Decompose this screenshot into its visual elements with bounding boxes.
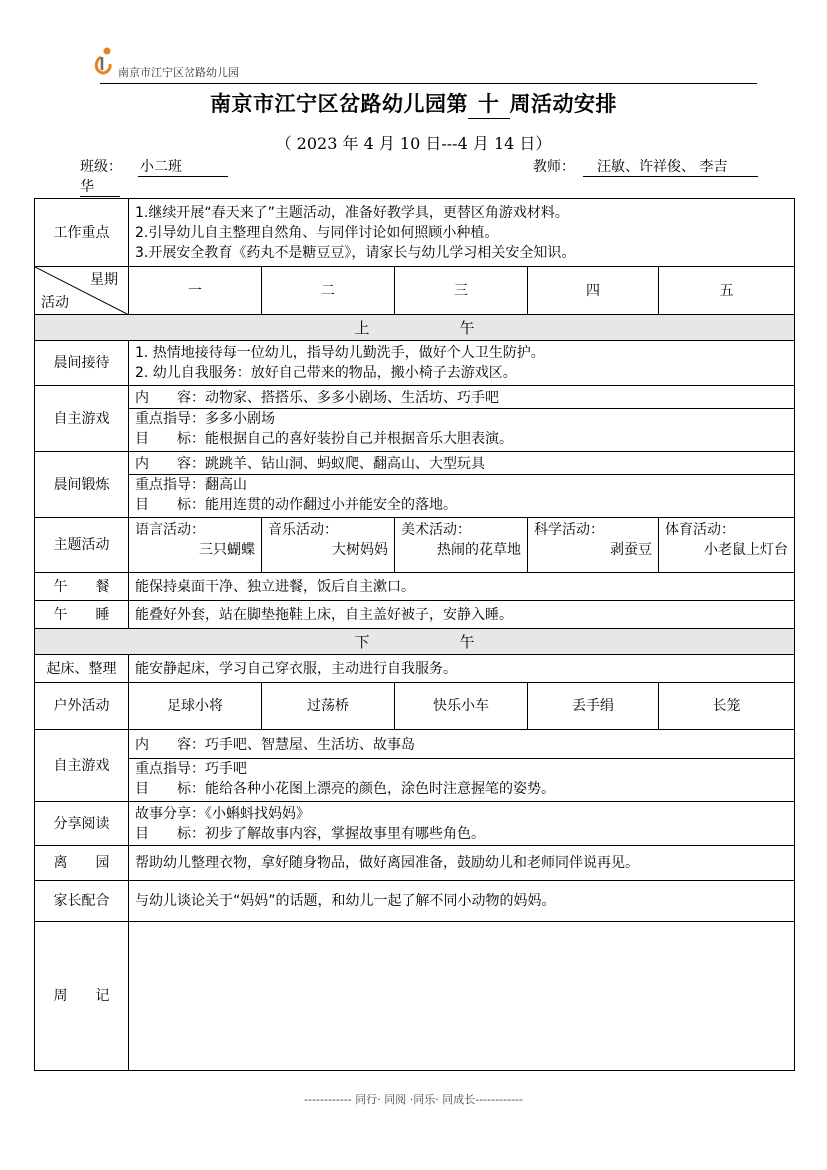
lunch-content: 能保持桌面干净、独立进餐，饭后自主漱口。 bbox=[129, 573, 795, 601]
parents-label: 家长配合 bbox=[35, 881, 129, 922]
theme-activity-type: 科学活动： bbox=[534, 522, 604, 538]
row-weekdays bbox=[35, 267, 795, 315]
reading-goal: 目 标：初步了解故事内容，掌握故事里有哪些角色。 bbox=[135, 825, 485, 842]
row-morning-header bbox=[35, 315, 795, 341]
greeting-content bbox=[129, 341, 795, 386]
outdoor-activity-fri: 长笼 bbox=[659, 683, 795, 730]
day-thu: 四 bbox=[528, 267, 659, 315]
reading-label: 分享阅读 bbox=[35, 802, 129, 846]
greeting-line: 1. 热情地接待每一位幼儿，指导幼儿勤洗手，做好个人卫生防护。 bbox=[135, 345, 545, 361]
free-play-am-content bbox=[129, 386, 795, 452]
exercise-goal: 目 标：能用连贯的动作翻过小并能安全的落地。 bbox=[135, 497, 457, 513]
parents-content: 与幼儿谈论关于“妈妈”的话题，和幼儿一起了解不同小动物的妈妈。 bbox=[129, 881, 795, 922]
outdoor-activity-wed: 快乐小车 bbox=[395, 683, 528, 730]
theme-activity-type: 音乐活动： bbox=[268, 522, 338, 538]
work-focus-line: 1.继续开展“春天来了”主题活动，准备好教学具，更替区角游戏材料。 bbox=[135, 204, 569, 221]
theme-activity-mon bbox=[129, 518, 262, 573]
teacher-value: 汪敏、许祥俊、 李吉 bbox=[583, 156, 758, 177]
free-play-am-label: 自主游戏 bbox=[35, 386, 129, 452]
class-value: 小二班 bbox=[138, 156, 228, 177]
outdoor-activity-thu: 丢手绢 bbox=[528, 683, 659, 730]
wakeup-label: 起床、整理 bbox=[35, 655, 129, 683]
title-prefix: 南京市江宁区岔路幼儿园第 bbox=[210, 91, 468, 116]
row-afternoon-header bbox=[35, 629, 795, 655]
page-title bbox=[0, 88, 827, 119]
free-play-am-goal: 目 标：能根据自己的喜好装扮自己并根据音乐大胆表演。 bbox=[135, 431, 513, 447]
exercise-label: 晨间锻炼 bbox=[35, 452, 129, 518]
row-lunch bbox=[35, 573, 795, 601]
row-parents bbox=[35, 881, 795, 922]
row-weekly-notes bbox=[35, 922, 795, 1071]
page-footer: ------------ 同行· 同阅 ·同乐· 同成长------------ bbox=[304, 1093, 523, 1106]
row-leave bbox=[35, 846, 795, 881]
day-wed: 三 bbox=[395, 267, 528, 315]
row-theme-activity bbox=[35, 518, 795, 573]
work-focus-line: 3.开展安全教育《药丸不是糖豆豆》，请家长与幼儿学习相关安全知识。 bbox=[135, 244, 576, 261]
day-mon: 一 bbox=[129, 267, 262, 315]
greeting-line: 2. 幼儿自我服务：放好自己带来的物品，搬小椅子去游戏区。 bbox=[135, 365, 517, 381]
row-outdoor bbox=[35, 683, 795, 730]
day-tue: 二 bbox=[262, 267, 395, 315]
lunch-label: 午 餐 bbox=[35, 573, 129, 601]
exercise-content bbox=[129, 452, 795, 518]
theme-activity-fri bbox=[659, 518, 795, 573]
exercise-items: 内 容：跳跳羊、钻山洞、蚂蚁爬、翻高山、大型玩具 bbox=[129, 454, 794, 475]
morning-section-header: 上 午 bbox=[35, 315, 795, 341]
theme-activity-name: 三只蝴蝶 bbox=[199, 542, 255, 558]
wakeup-content: 能安静起床，学习自己穿衣服，主动进行自我服务。 bbox=[129, 655, 795, 683]
theme-activity-type: 美术活动： bbox=[401, 522, 471, 538]
exercise-focus: 重点指导：翻高山 bbox=[135, 477, 247, 493]
teacher-label: 教师： bbox=[533, 159, 575, 175]
title-suffix: 周活动安排 bbox=[509, 91, 617, 116]
row-free-play-pm bbox=[35, 730, 795, 802]
theme-activity-type: 语言活动： bbox=[135, 522, 205, 538]
theme-activity-name: 大树妈妈 bbox=[332, 542, 388, 558]
teacher-value-wrap: 华 bbox=[80, 176, 120, 197]
date-range: （ 2023 年 4 月 10 日---4 月 14 日） bbox=[275, 134, 552, 153]
weekly-notes-content bbox=[129, 922, 795, 1071]
row-reading bbox=[35, 802, 795, 846]
reading-story: 故事分享：《小蝌蚪找妈妈》 bbox=[135, 805, 310, 822]
week-number: 十 bbox=[468, 88, 510, 119]
work-focus-content bbox=[129, 199, 795, 267]
day-fri: 五 bbox=[659, 267, 795, 315]
nap-content: 能叠好外套，站在脚垫拖鞋上床，自主盖好被子，安静入睡。 bbox=[129, 601, 795, 629]
theme-activity-thu bbox=[528, 518, 659, 573]
row-work-focus bbox=[35, 199, 795, 267]
theme-activity-label: 主题活动 bbox=[35, 518, 129, 573]
school-logo-text: 南京市江宁区岔路幼儿园 bbox=[118, 66, 239, 79]
afternoon-section-header: 下 午 bbox=[35, 629, 795, 655]
corner-weekday-label: 星期 bbox=[90, 272, 118, 288]
row-wakeup bbox=[35, 655, 795, 683]
theme-activity-wed bbox=[395, 518, 528, 573]
corner-header bbox=[35, 267, 129, 315]
theme-activity-name: 热闹的花草地 bbox=[437, 542, 521, 558]
row-free-play-am bbox=[35, 386, 795, 452]
row-exercise bbox=[35, 452, 795, 518]
outdoor-activity-tue: 过荡桥 bbox=[262, 683, 395, 730]
reading-content bbox=[129, 802, 795, 846]
row-greeting bbox=[35, 341, 795, 386]
free-play-pm-label: 自主游戏 bbox=[35, 730, 129, 802]
theme-activity-name: 剥蚕豆 bbox=[610, 542, 652, 558]
free-play-pm-goal: 目 标：能给各种小花图上漂亮的颜色，涂色时注意握笔的姿势。 bbox=[135, 781, 555, 797]
row-nap bbox=[35, 601, 795, 629]
free-play-am-items: 内 容：动物家、搭搭乐、多多小剧场、生活坊、巧手吧 bbox=[129, 388, 794, 409]
work-focus-line: 2.引导幼儿自主整理自然角、与同伴讨论如何照顾小种植。 bbox=[135, 224, 499, 241]
class-label: 班级： bbox=[80, 159, 122, 175]
weekly-notes-label: 周 记 bbox=[35, 922, 129, 1071]
weekly-schedule-table bbox=[34, 198, 795, 1071]
work-focus-label: 工作重点 bbox=[35, 199, 129, 267]
greeting-label: 晨间接待 bbox=[35, 341, 129, 386]
theme-activity-name: 小老鼠上灯台 bbox=[704, 542, 788, 558]
leave-content: 帮助幼儿整理衣物，拿好随身物品，做好离园准备，鼓励幼儿和老师同伴说再见。 bbox=[129, 846, 795, 881]
outdoor-activity-mon: 足球小将 bbox=[129, 683, 262, 730]
leave-label: 离 园 bbox=[35, 846, 129, 881]
corner-activity-label: 活动 bbox=[41, 295, 69, 311]
school-logo-icon bbox=[92, 46, 114, 76]
theme-activity-tue bbox=[262, 518, 395, 573]
free-play-am-focus: 重点指导：多多小剧场 bbox=[135, 411, 275, 427]
outdoor-label: 户外活动 bbox=[35, 683, 129, 730]
nap-label: 午 睡 bbox=[35, 601, 129, 629]
free-play-pm-items: 内 容：巧手吧、智慧屋、生活坊、故事岛 bbox=[129, 732, 794, 759]
theme-activity-type: 体育活动： bbox=[665, 522, 735, 538]
free-play-pm-content bbox=[129, 730, 795, 802]
header-rule bbox=[100, 83, 757, 84]
free-play-pm-focus: 重点指导：巧手吧 bbox=[135, 761, 247, 777]
